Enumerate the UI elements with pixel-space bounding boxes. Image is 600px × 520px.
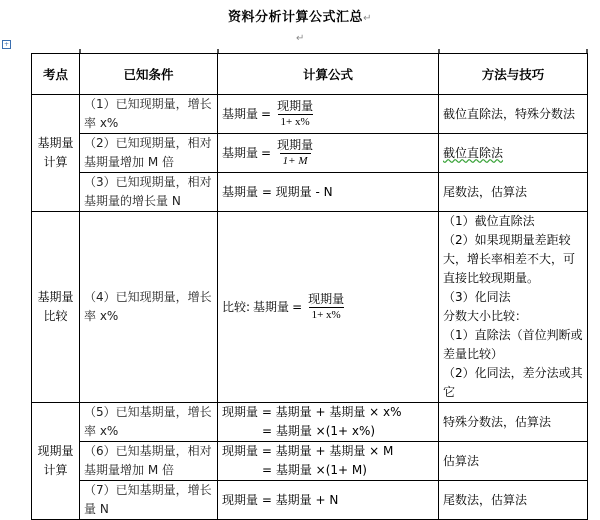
table-move-handle-icon[interactable]: +	[3, 41, 10, 48]
condition-text: （7）已知基期量，增长量 N	[84, 483, 212, 516]
fraction	[305, 292, 347, 323]
condition-cell	[80, 481, 218, 520]
fraction	[274, 138, 316, 169]
condition-text: （3）已知现期量，相对基期量的增长量 N	[84, 175, 212, 208]
table-row	[32, 481, 588, 520]
formula-text: 现期量 = 基期量 + N	[222, 492, 339, 507]
method-text: 尾数法，估算法	[443, 492, 528, 507]
method-line: （2）化同法，差分法或其它	[443, 366, 583, 399]
formula-lhs: 基期量	[253, 299, 290, 314]
header-cell: 方法与技巧	[439, 54, 588, 95]
method-cell	[439, 442, 588, 481]
formula-prefix: 比较:	[222, 299, 251, 314]
method-cell	[439, 481, 588, 520]
formula-line: = 基期量 ×(1+ x%)	[262, 424, 376, 438]
group-label	[32, 212, 80, 403]
document-title	[0, 6, 600, 25]
numerator: 现期量	[277, 137, 314, 152]
condition-cell	[80, 403, 218, 442]
condition-text: （2）已知现期量，相对基期量增加 M 倍	[84, 136, 212, 169]
formula-equals: =	[261, 106, 272, 121]
formula-cell	[218, 403, 439, 442]
formula-cell	[218, 212, 439, 403]
header-cell: 计算公式	[218, 54, 439, 95]
group-label-text: 基期量计算	[37, 136, 74, 169]
condition-cell	[80, 212, 218, 403]
header-row	[32, 54, 588, 95]
group-label-text: 基期量比较	[37, 290, 74, 323]
denominator: 1+ x%	[309, 307, 344, 323]
method-line: （3）化同法	[443, 290, 511, 304]
fraction-formula	[222, 292, 434, 323]
method-line: 分数大小比较：	[443, 309, 528, 323]
method-text: 截位直除法	[443, 145, 504, 160]
condition-cell	[80, 134, 218, 173]
header-cell: 考点	[32, 54, 80, 95]
paragraph-mark: ↵	[363, 13, 372, 24]
fraction-formula	[222, 138, 434, 169]
formula-cell	[218, 134, 439, 173]
formula-equals: =	[261, 145, 272, 160]
method-cell	[439, 95, 588, 134]
method-text: 截位直除法，特殊分数法	[443, 106, 576, 121]
fraction	[274, 99, 316, 130]
method-line: （1）截位直除法	[443, 214, 535, 228]
blank-paragraph-mark: ↵	[296, 33, 305, 44]
numerator: 现期量	[308, 291, 345, 306]
table-row	[32, 134, 588, 173]
condition-text: （4）已知现期量，增长率 x%	[84, 290, 212, 323]
formula-cell	[218, 481, 439, 520]
formula-cell	[218, 442, 439, 481]
table-row	[32, 173, 588, 212]
table-row	[32, 403, 588, 442]
denominator: 1+ M	[280, 153, 311, 169]
numerator: 现期量	[277, 98, 314, 113]
formula-line: = 基期量 ×(1+ M)	[262, 463, 367, 477]
group-label-text: 现期量计算	[37, 444, 74, 477]
formula-line: 现期量 = 基期量 + 基期量 × x%	[222, 405, 402, 419]
condition-text: （1）已知现期量，增长率 x%	[84, 97, 212, 130]
group-label	[32, 403, 80, 520]
method-text: 特殊分数法，估算法	[443, 414, 552, 429]
formula-line: 现期量 = 基期量 + 基期量 × M	[222, 444, 394, 458]
title-text: 资料分析计算公式汇总	[228, 10, 364, 25]
group-label	[32, 95, 80, 212]
method-cell	[439, 134, 588, 173]
condition-cell	[80, 173, 218, 212]
method-cell	[439, 173, 588, 212]
method-cell	[439, 212, 588, 403]
formula-lhs: 基期量	[222, 106, 259, 121]
condition-cell	[80, 442, 218, 481]
table-row	[32, 212, 588, 403]
method-cell	[439, 403, 588, 442]
formula-lhs: 基期量	[222, 145, 259, 160]
table-row	[32, 95, 588, 134]
method-line: （1）直除法（首位判断或差量比较）	[443, 328, 583, 361]
header-cell: 已知条件	[80, 54, 218, 95]
formula-equals: =	[292, 299, 303, 314]
formula-cell	[218, 95, 439, 134]
method-text: 尾数法，估算法	[443, 184, 528, 199]
formula-cell	[218, 173, 439, 212]
method-line: （2）如果现期量差距较大，增长率相差不大，可直接比较现期量。	[443, 233, 576, 285]
denominator: 1+ x%	[278, 114, 313, 130]
condition-cell	[80, 95, 218, 134]
formula-table	[31, 53, 588, 520]
formula-text: 基期量 = 现期量 - N	[222, 184, 333, 199]
fraction-formula	[222, 99, 434, 130]
method-text: 估算法	[443, 453, 480, 468]
condition-text: （5）已知基期量，增长率 x%	[84, 405, 212, 438]
table-row	[32, 442, 588, 481]
condition-text: （6）已知基期量，相对基期量增加 M 倍	[84, 444, 212, 477]
